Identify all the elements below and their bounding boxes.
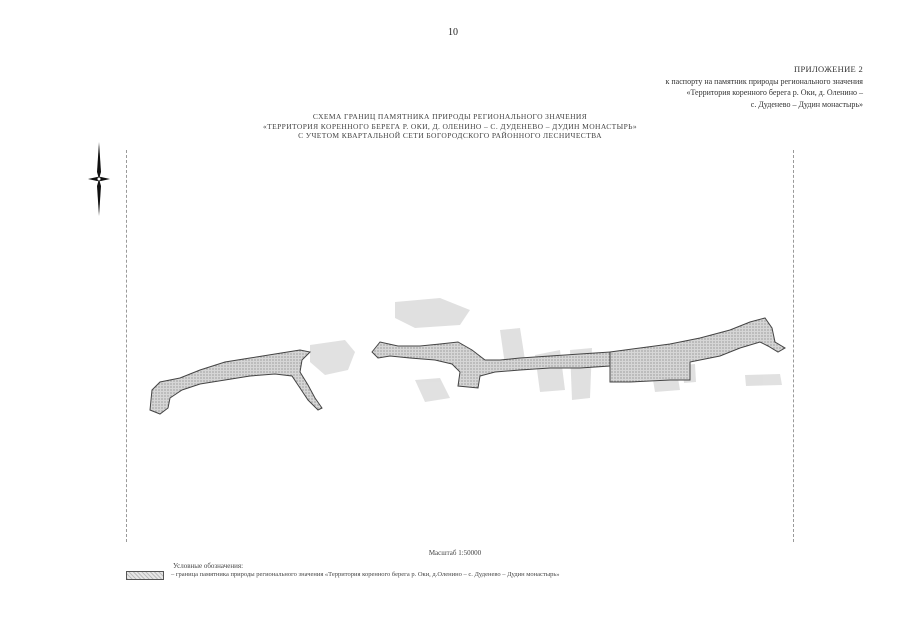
- scheme-title-line-3: С УЧЕТОМ КВАРТАЛЬНОЙ СЕТИ БОГОРОДСКОГО РАЙОННОГО ЛЕСНИЧЕСТВА: [298, 131, 602, 140]
- appendix-line-3: с. Дуденево – Дудин монастырь»: [750, 99, 863, 109]
- map-scale: Масштаб 1:50000: [428, 549, 482, 557]
- page-number: 10: [448, 27, 458, 38]
- scheme-title-line-2: «ТЕРРИТОРИЯ КОРЕННОГО БЕРЕГА Р. ОКИ, Д. ОЛЕНИНО – С. ДУДЕНЕВО – ДУДИН МОНАСТЫРЬ»: [262, 121, 638, 131]
- scheme-title: [240, 112, 660, 141]
- appendix-heading: ПРИЛОЖЕНИЕ 2: [794, 64, 863, 74]
- boundary-section-east: [610, 318, 785, 382]
- scheme-title-line-1: СХЕМА ГРАНИЦ ПАМЯТНИКА ПРИРОДЫ РЕГИОНАЛЬНОГО ЗНАЧЕНИЯ: [312, 112, 588, 121]
- north-arrow-icon: [86, 142, 112, 216]
- appendix-header: [563, 64, 863, 110]
- appendix-line-1: к паспорту на памятник природы регионального значения: [665, 76, 863, 86]
- boundary-map: [140, 290, 790, 420]
- map-frame-left: [126, 150, 127, 542]
- legend-title: Условные обозначения:: [173, 562, 244, 570]
- legend-swatch: [126, 571, 164, 580]
- legend-item-label: – граница памятника природы регионального значения «Территория коренного берега р. Оки, д.Оленино – с. Дуденево – Дудин монастырь»: [171, 571, 560, 578]
- map-frame-right: [793, 150, 794, 542]
- appendix-line-2: «Территория коренного берега р. Оки, д. Оленино –: [686, 88, 863, 97]
- boundary-section-west: [150, 350, 322, 414]
